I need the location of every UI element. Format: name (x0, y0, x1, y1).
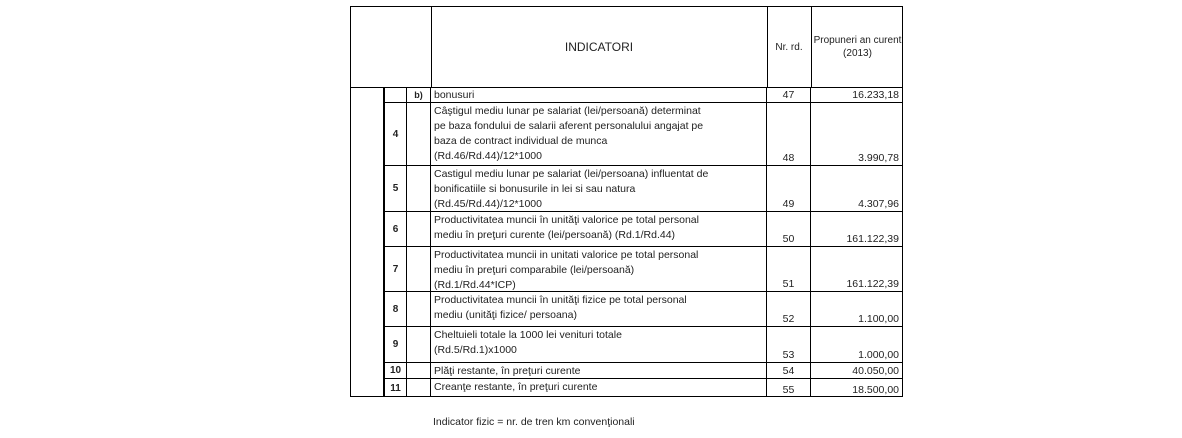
row-value: 161.122,39 (846, 233, 899, 245)
row-indicator-text: Creanţe restante, în preţuri curente (431, 379, 767, 397)
row-value: 1.000,00 (858, 349, 899, 361)
row-letter (407, 212, 431, 246)
row-value: 1.100,00 (858, 313, 899, 325)
table-row (383, 363, 902, 379)
outer-left-column (351, 87, 383, 396)
table-row (383, 87, 902, 103)
row-indicator-text: Productivitatea muncii in unitati valorice pe total personal mediu în preţuri comparabile (lei/persoană) (Rd.1/Rd.44*ICP) (431, 247, 767, 291)
table-row (383, 327, 902, 363)
row-indicator-text: Castigul mediu lunar pe salariat (lei/persoana) influentat de bonificatiile si bonusurile in lei si sau natura (Rd.45/Rd.44)/12*1000 (431, 166, 767, 211)
row-value: 18.500,00 (852, 384, 899, 396)
row-number (383, 87, 407, 102)
row-nr-rd: 54 (767, 363, 811, 378)
table-header (351, 7, 902, 88)
row-letter (407, 379, 431, 397)
row-nr-rd: 49 (767, 166, 811, 211)
row-letter (407, 247, 431, 291)
row-number: 6 (383, 212, 407, 246)
row-nr-rd: 52 (767, 292, 811, 326)
row-number: 10 (383, 363, 407, 378)
header-indicatori: INDICATORI (564, 40, 634, 54)
table-row (383, 103, 902, 166)
table-row (383, 247, 902, 292)
row-indicator-text: Plăţi restante, în preţuri curente (431, 363, 767, 378)
row-letter (407, 103, 431, 165)
row-nr-rd: 51 (767, 247, 811, 291)
row-letter: b) (407, 87, 431, 102)
indicators-table (350, 6, 903, 397)
table-row (383, 379, 902, 397)
row-letter (407, 166, 431, 211)
table-row (383, 212, 902, 247)
row-number: 9 (383, 327, 407, 362)
row-value: 161.122,39 (846, 278, 899, 290)
row-value: 4.307,96 (858, 198, 899, 210)
row-letter (407, 327, 431, 362)
row-indicator-text: Productivitatea muncii în unităţi fizice pe total personal mediu (unităţi fizice/ persoana) (431, 292, 767, 326)
table-row (383, 166, 902, 212)
row-number: 11 (383, 379, 407, 397)
row-letter (407, 363, 431, 378)
row-nr-rd: 55 (767, 379, 811, 397)
row-nr-rd: 53 (767, 327, 811, 362)
row-value: 16.233,18 (852, 89, 899, 101)
row-letter (407, 292, 431, 326)
row-value: 40.050,00 (852, 365, 899, 377)
header-propuneri: Propuneri an curent (2013) (813, 35, 902, 59)
row-number: 4 (383, 103, 407, 165)
row-indicator-text: Cheltuieli totale la 1000 lei venituri totale (Rd.5/Rd.1)x1000 (431, 327, 767, 362)
row-number: 8 (383, 292, 407, 326)
row-indicator-text: bonusuri (431, 87, 767, 102)
row-nr-rd: 50 (767, 212, 811, 246)
row-indicator-text: Productivitatea muncii în unităţi valorice pe total personal mediu în preţuri curente (lei/persoană) (Rd.1/Rd.44) (431, 212, 767, 246)
row-nr-rd: 48 (767, 103, 811, 165)
row-indicator-text: Câştigul mediu lunar pe salariat (lei/persoană) determinat pe baza fondului de salarii aferent personalului angajat pe baza de contract individual de munca (Rd.46/Rd.44)/12*1000 (431, 103, 767, 165)
row-value: 3.990,78 (858, 152, 899, 164)
table-row (383, 292, 902, 327)
header-nr-rd: Nr. rd. (775, 41, 803, 53)
footnote: Indicator fizic = nr. de tren km convenţionali (433, 416, 635, 428)
row-number: 7 (383, 247, 407, 291)
row-number: 5 (383, 166, 407, 211)
row-nr-rd: 47 (767, 87, 811, 102)
